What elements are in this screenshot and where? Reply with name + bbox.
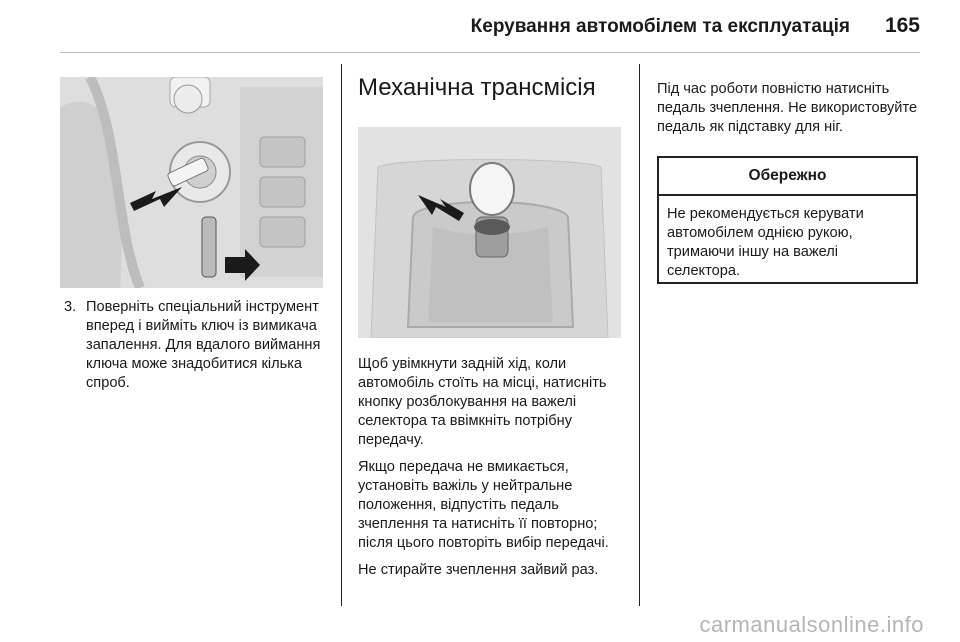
paragraph: Не стирайте зчеплення зайвий раз. — [358, 562, 599, 578]
gear-shift-figure — [358, 127, 621, 338]
section-title: Механічна трансмісія — [358, 74, 596, 101]
column-divider-1 — [341, 64, 342, 606]
header-rule — [60, 52, 920, 53]
step-number: 3. — [64, 299, 77, 315]
page-number: 165 — [884, 14, 920, 37]
caution-box — [657, 156, 918, 284]
watermark: carmanualsonline.info — [699, 612, 924, 637]
transmission-text — [358, 355, 633, 588]
paragraph: Під час роботи повністю натисніть педаль зчеплення. Не використовуйте педаль як підставку для ніг. — [657, 81, 918, 135]
ignition-key-figure — [60, 77, 323, 288]
header-title: Керування автомобілем та експлуатація — [470, 16, 850, 37]
caution-text: Не рекомендується керувати автомобілем однією рукою, тримаючи іншу на важелі селектора. — [667, 206, 864, 279]
paragraph: Щоб увімкнути задній хід, коли автомобіль стоїть на місці, натисніть кнопку розблокування на важелі селектора та ввімкніть потрібну передачу. — [358, 356, 607, 448]
step-3 — [64, 298, 334, 393]
paragraph: Якщо передача не вмикається, установіть важіль у нейтральне положення, відпустіть педаль зчеплення та натисніть її повторно; після цього повторіть вибір передачі. — [358, 459, 609, 551]
ignition-key-removal-icon — [60, 77, 323, 288]
gear-shift-lever-icon — [358, 127, 621, 338]
caution-title: Обережно — [659, 158, 916, 196]
step-text: Поверніть спеціальний інструмент вперед і вийміть ключ із вимикача запалення. Для вдалого виймання ключа може знадобитися кілька спроб. — [86, 299, 321, 391]
column-divider-2 — [639, 64, 640, 606]
clutch-text — [657, 80, 922, 145]
